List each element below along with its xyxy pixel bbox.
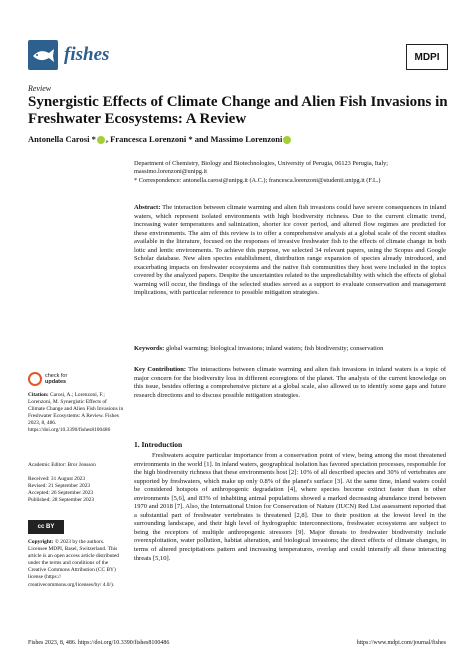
abstract-text: The interaction between climate warming and alien fish invasions could have severe consequences in inland waters, which represent isolated environments with high biodiversity richness. Due to the current climatic trend, increasing water temperatures and salinization, shorter ice cover period, and altered flow regimes are predicted for these environments. The aim of this review is to offer a comprehensive analysis at a global scale of the recent studies available in the literature, focused on the responses of invasive freshwater fish to the effects of climate change in both lotic and lentic environments. To achieve this purpose, we selected 34 relevant papers, using the Scopus and Google Scholar database. New alien species establishment, distribution range expansion of species already introduced, and exacerbating impacts on freshwater ecosystems and the native fish communities they host were included in the topics covered by the analyzed papers. Despite the uncertainties related to the unpredictability with which the effects of global warming will occur, the findings of the selected studies served as a support to evaluate conservation and management implications, with particular reference to possible mitigation strategies. [134, 204, 446, 297]
keywords-text: global warming; biological invasions; inland waters; fish biodiversity; conservation [165, 345, 384, 352]
article-type: Review [28, 84, 52, 93]
abstract [134, 204, 446, 298]
copyright-label: Copyright: [28, 539, 54, 545]
citation [28, 392, 124, 435]
author-1: Antonella Carosi * [28, 134, 96, 144]
check-line-2: updates [45, 379, 67, 385]
keywords [134, 345, 446, 354]
cc-by-license-icon[interactable]: cc BY [28, 520, 64, 534]
citation-label: Citation: [28, 392, 49, 398]
check-for-updates-icon[interactable] [28, 372, 42, 386]
keywords-label: Keywords: [134, 345, 165, 352]
citation-text[interactable]: Carosi, A.; Lorenzoni, F.; Lorenzoni, M. Synergistic Effects of Climate Change and Alien Fish Invasions in Freshwater Ecosystems: A Review. Fishes 2023, 8, 486. https://doi.org/10.3390/fishes8100486 [28, 392, 124, 434]
academic-editor: Academic Editor: Bror Jonsson [28, 462, 96, 468]
mdpi-logo[interactable]: MDPI [406, 44, 448, 70]
copyright-text: © 2023 by the authors. Licensee MDPI, Basel, Switzerland. This article is an open access article distributed under the terms and conditions of the Creative Commons Attribution (CC BY) license (https:// creativecommons.org/licenses/by/ 4.0/). [28, 539, 120, 588]
fish-icon [28, 40, 58, 70]
key-contribution-label: Key Contribution: [134, 366, 187, 373]
affiliations [134, 160, 444, 185]
published-date: Published: 28 September 2023 [28, 497, 95, 504]
check-for-updates-label[interactable] [45, 373, 67, 385]
intro-paragraph: Freshwaters acquire particular importance from a conservation point of view, being among the most threatened environments in the world [1]. In inland waters, geographical isolation has favored speciation processes, responsible for the high biodiversity richness that these environments host [2]: 10% of all described species and 30% of vertebrates are supported by freshwaters, which make up only 0.8% of the planet's surface [3]. At the same time, inland waters could be considered hotspots of anthropogenic degradation [4], where species become extinct faster than in other environments [5,6], and 83% of inhabiting animal populations showed a marked decreasing abundance trend between 1970 and 2018 [7]. Also, the International Union for Conservation of Nature (IUCN) Red List assessment reported that a substantial part of freshwater vertebrates is threatened [2,8]. Due to their position at the lowest level in the surrounding landscape, and their high level of hydrographic interconnections, freshwater ecosystems are subject to being the receptors of multiple anthropogenic stressors [9]. Major threats to freshwater biodiversity include overexploitation, water pollution, habitat alteration, and biological invasions; the direct effects of climate changes, in terms of altered precipitations pattern and increasing temperatures, overlap and could intensify all these interacting threats [5,10]. [134, 452, 446, 562]
page-footer [28, 640, 446, 646]
journal-name[interactable]: fishes [64, 44, 110, 65]
authors [28, 134, 292, 144]
orcid-icon[interactable] [97, 136, 105, 144]
orcid-icon[interactable] [283, 136, 291, 144]
author-2-3: , Francesca Lorenzoni * and Massimo Lorenzoni [105, 134, 283, 144]
footer-journal-link[interactable]: https://www.mdpi.com/journal/fishes [356, 640, 446, 646]
received-date: Received: 31 August 2023 [28, 476, 86, 482]
affiliation: Department of Chemistry, Biology and Biotechnologies, University of Perugia, 06123 Perugia, Italy; massimo.lorenzoni@unipg.it [134, 160, 389, 176]
article-dates [28, 476, 124, 504]
footer-citation[interactable]: Fishes 2023, 8, 486. https://doi.org/10.3390/fishes8100486 [28, 640, 170, 646]
check-line-1: check for [45, 373, 68, 379]
section-heading: 1. Introduction [134, 440, 183, 449]
correspondence: * Correspondence: antonella.carosi@unipg.it (A.C.); francesca.lorenzoni@studenti.unipg.it (F.L.) [134, 176, 381, 184]
key-contribution-text: The interactions between climate warming and alien fish invasions in inland waters is a topic of major concern for the biodiversity loss in different ecoregions of the planet. The analysis of the current knowledge on this issue, besides offering a comprehensive picture at a global scale, also allowed us to identify some gaps and future research directions and to discuss possible mitigation strategies. [134, 366, 446, 399]
accepted-date: Accepted: 26 September 2023 [28, 490, 94, 497]
revised-date: Revised: 21 September 2023 [28, 483, 91, 490]
key-contribution [134, 366, 446, 400]
article-title: Synergistic Effects of Climate Change and Alien Fish Invasions in Freshwater Ecosystems: A Review [28, 94, 448, 127]
abstract-label: Abstract: [134, 204, 161, 211]
copyright [28, 539, 124, 589]
